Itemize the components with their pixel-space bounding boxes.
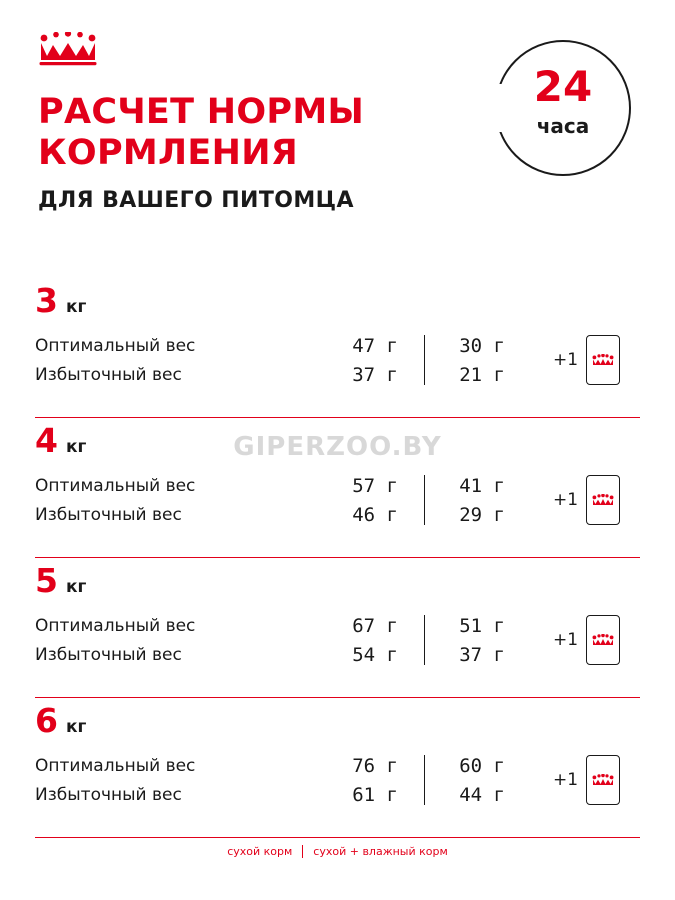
pouch-count: +1 [553,630,579,650]
row-label: Избыточный вес [35,504,182,525]
weight-group-header [35,561,87,600]
row-label: Избыточный вес [35,784,182,805]
weight-group-rows [0,751,675,809]
weight-unit: кг [65,717,87,737]
wet-pouch-indicator [553,335,620,385]
legend-divider [302,845,303,858]
pouch-count: +1 [553,350,579,370]
pouch-icon [586,755,620,805]
row-label: Оптимальный вес [35,335,196,356]
wet-pouch-indicator [553,475,620,525]
weight-group [0,698,675,838]
pouch-icon [586,475,620,525]
weight-group [0,558,675,698]
pouch-count: +1 [553,770,579,790]
badge-unit: часа [536,114,590,138]
weight-group-header [35,421,87,460]
row-label: Оптимальный вес [35,475,196,496]
title-line-1: РАСЧЕТ НОРМЫ [38,92,365,132]
row-label: Избыточный вес [35,644,182,665]
pouch-count: +1 [553,490,579,510]
wet-pouch-indicator [553,615,620,665]
weight-group [0,418,675,558]
row-mixed-amount: 41 г [459,474,505,497]
row-dry-amount: 67 г [352,614,398,637]
row-mixed-amount: 30 г [459,334,505,357]
legend [0,845,675,858]
row-mixed-amount: 51 г [459,614,505,637]
weight-value: 6 [35,701,58,740]
feeding-table [0,278,675,838]
page-header [0,0,675,270]
weight-group-rows [0,611,675,669]
row-dry-amount: 57 г [352,474,398,497]
weight-group-header [35,281,87,320]
row-label: Избыточный вес [35,364,182,385]
row-mixed-amount: 21 г [459,363,505,386]
row-mixed-amount: 44 г [459,783,505,806]
row-dry-amount: 61 г [352,783,398,806]
row-dry-amount: 46 г [352,503,398,526]
row-mixed-amount: 37 г [459,643,505,666]
weight-group-rows [0,331,675,389]
row-mixed-amount: 29 г [459,503,505,526]
legend-mixed-label: сухой + влажный корм [313,845,448,858]
row-dry-amount: 47 г [352,334,398,357]
weight-group-rows [0,471,675,529]
royal-canin-crown-icon [38,32,98,66]
weight-unit: кг [65,297,87,317]
watermark: GIPERZOO.BY [233,432,442,462]
row-label: Оптимальный вес [35,615,196,636]
weight-group [0,278,675,418]
weight-group-header [35,701,87,740]
weight-value: 4 [35,421,58,460]
pouch-icon [586,615,620,665]
row-label: Оптимальный вес [35,755,196,776]
group-divider [35,837,640,839]
page-title [38,92,458,213]
weight-unit: кг [65,577,87,597]
status-badge-24-hours [495,40,631,176]
weight-unit: кг [65,437,87,457]
row-mixed-amount: 60 г [459,754,505,777]
wet-pouch-indicator [553,755,620,805]
legend-dry-label: сухой корм [227,845,293,858]
page-subtitle: ДЛЯ ВАШЕГО ПИТОМЦА [38,187,354,213]
row-dry-amount: 37 г [352,363,398,386]
weight-value: 5 [35,561,58,600]
weight-value: 3 [35,281,58,320]
title-line-2: КОРМЛЕНИЯ [38,132,299,173]
row-dry-amount: 76 г [352,754,398,777]
row-dry-amount: 54 г [352,643,398,666]
badge-number: 24 [533,62,593,111]
pouch-icon [586,335,620,385]
